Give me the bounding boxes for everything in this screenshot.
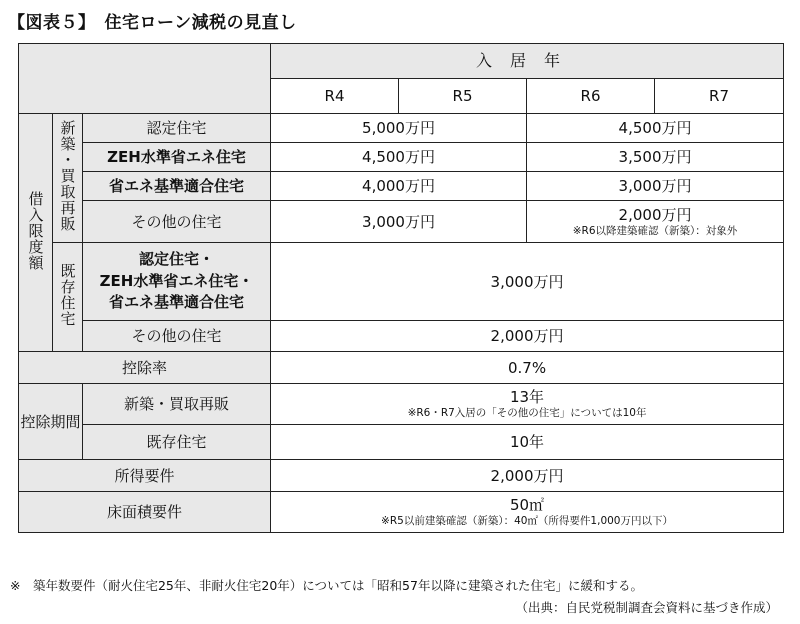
- residence-year-header: 入居年: [271, 44, 784, 79]
- row-label-period-existing: 既存住宅: [83, 425, 271, 460]
- other-r67-value: 2,000万円: [618, 205, 692, 224]
- row-label-period-new: 新築・買取再販: [83, 384, 271, 425]
- row-label-rate: 控除率: [19, 352, 271, 384]
- housing-loan-table: [18, 43, 784, 533]
- row-label-existing-other: その他の住宅: [83, 321, 271, 352]
- floor-note: ※R5以前建築確認（新築）：40㎡（所得要件1,000万円以下）: [381, 515, 673, 528]
- row-label-certified: 認定住宅: [83, 114, 271, 143]
- floor-value: 50㎡: [509, 496, 545, 515]
- source-note: （出典：自民党税制調査会資料に基づき作成）: [515, 600, 778, 615]
- borrow-limit-label: 借入限度額: [19, 114, 53, 352]
- existing-group-label: 既存住宅: [53, 243, 83, 352]
- row-label-period: 控除期間: [19, 384, 83, 460]
- cell-other-r45: 3,000万円: [271, 201, 527, 243]
- cell-rate: 0.7%: [271, 352, 784, 384]
- cell-income: 2,000万円: [271, 460, 784, 492]
- cell-other-r67: [527, 201, 784, 243]
- figure-title: 【図表５】 住宅ローン減税の見直し: [8, 13, 297, 33]
- year-r4: R4: [271, 79, 399, 114]
- row-label-energy: 省エネ基準適合住宅: [83, 172, 271, 201]
- cell-floor: [271, 492, 784, 533]
- cell-existing-cert: 3,000万円: [271, 243, 784, 321]
- cell-period-new: [271, 384, 784, 425]
- other-r67-note: ※R6以降建築確認（新築）：対象外: [572, 224, 738, 237]
- cell-certified-r45: 5,000万円: [271, 114, 527, 143]
- cell-zeh-r67: 3,500万円: [527, 143, 784, 172]
- cell-period-existing: 10年: [271, 425, 784, 460]
- row-label-zeh: ZEH水準省エネ住宅: [83, 143, 271, 172]
- cell-existing-other: 2,000万円: [271, 321, 784, 352]
- year-r5: R5: [399, 79, 527, 114]
- cell-certified-r67: 4,500万円: [527, 114, 784, 143]
- footnote: ※ 築年数要件（耐火住宅25年、非耐火住宅20年）については「昭和57年以降に建築された住宅」に緩和する。: [10, 578, 643, 593]
- row-label-other: その他の住宅: [83, 201, 271, 243]
- period-new-note: ※R6・R7入居の「その他の住宅」については10年: [407, 407, 647, 420]
- year-r7: R7: [655, 79, 784, 114]
- row-label-income: 所得要件: [19, 460, 271, 492]
- cell-zeh-r45: 4,500万円: [271, 143, 527, 172]
- row-label-floor: 床面積要件: [19, 492, 271, 533]
- header-corner: [19, 44, 271, 114]
- new-group-label: 新築・買取再販: [53, 114, 83, 243]
- period-new-value: 13年: [509, 388, 545, 407]
- cell-energy-r45: 4,000万円: [271, 172, 527, 201]
- cell-energy-r67: 3,000万円: [527, 172, 784, 201]
- year-r6: R6: [527, 79, 655, 114]
- row-label-existing-cert: 認定住宅・ ZEH水準省エネ住宅・ 省エネ基準適合住宅: [83, 243, 271, 321]
